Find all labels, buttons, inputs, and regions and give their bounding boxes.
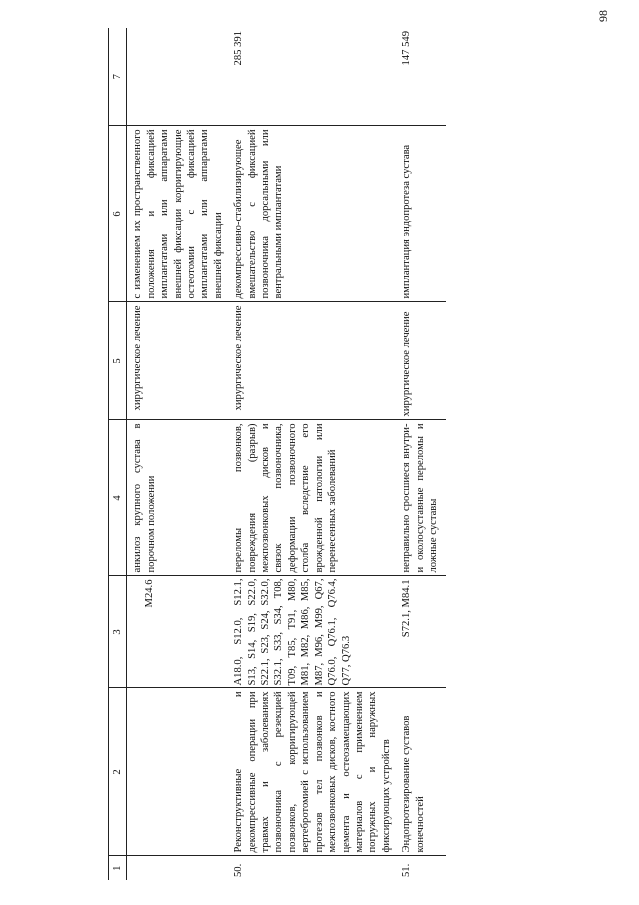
cost <box>127 28 231 126</box>
col-header-4: 4 <box>109 420 127 576</box>
treatment-type: хирургическое лечение <box>399 302 446 420</box>
row-number: 51. <box>401 863 413 877</box>
rotated-table-wrapper <box>108 28 586 880</box>
table-row <box>127 28 231 880</box>
cost: 285 391 <box>231 28 399 126</box>
col-header-7: 7 <box>109 28 127 126</box>
diagnosis: переломы позвонков, повреждения (разрыв) межпозвонковых дисков и связок позвоночника, деформации позвоночного столба вследствие его врожденной патологии или перенесенных заболеваний <box>231 420 399 576</box>
table-row <box>231 28 399 880</box>
procedure-name: Реконструктивные и декомпрессивные операции при травмах и заболеваниях позвоночника с резекцией позвонков, корригирующей вертебротомией с использованием протезов тел позвонков и межпозвонковых дисков, костного цемента и остеозамещающих материалов с применением погружных и наружных фиксирующих устройств <box>231 688 399 856</box>
table-row <box>399 28 446 880</box>
icd-codes: A18.0, S12.0, S12.1, S13, S14, S19, S22.0, S22.1, S23, S24, S32.0, S32.1, S33, S34, T08, T09, T85, T91, M80, M81, M82, M86, M85, M87, M96, M99, Q67, Q76.0, Q76.1, Q76.4, Q77, Q76.3 <box>231 576 399 688</box>
icd-codes: S72.1, M84.1 <box>399 576 446 688</box>
treatment-type: хирургическое лечение <box>127 302 231 420</box>
treatment-method: имплантация эндопротеза сустава <box>399 126 446 302</box>
diagnosis: анкилоз крупного сустава в порочном положении <box>127 420 231 576</box>
treatment-method: декомпрессивно-стабилизирующее вмешательство с фиксацией позвоночника дорсальными или вентральными имплантатами <box>231 126 399 302</box>
treatment-method: с изменением их пространственного положения и фиксацией имплантатами или аппаратами внешней фиксации корригирующие остеотомии с фиксацией имплантатами или аппаратами внешней фиксации <box>127 126 231 302</box>
col-header-3: 3 <box>109 576 127 688</box>
procedure-name <box>127 688 231 856</box>
row-number: 50. <box>233 863 245 877</box>
cost: 147 549 <box>399 28 446 126</box>
icd-codes: M24.6 <box>127 576 231 688</box>
treatment-type: хирургическое лечение <box>231 302 399 420</box>
header-row <box>109 28 127 880</box>
diagnosis: неправильно сросшиеся внутри- и околосуставные переломы и ложные суставы <box>399 420 446 576</box>
procedure-name: Эндопротезирование суставов конечностей <box>399 688 446 856</box>
col-header-5: 5 <box>109 302 127 420</box>
col-header-6: 6 <box>109 126 127 302</box>
col-header-2: 2 <box>109 688 127 856</box>
page-number: 98 <box>596 10 610 22</box>
medical-procedures-table <box>108 28 446 880</box>
col-header-1: 1 <box>109 856 127 880</box>
row-number <box>127 856 231 880</box>
